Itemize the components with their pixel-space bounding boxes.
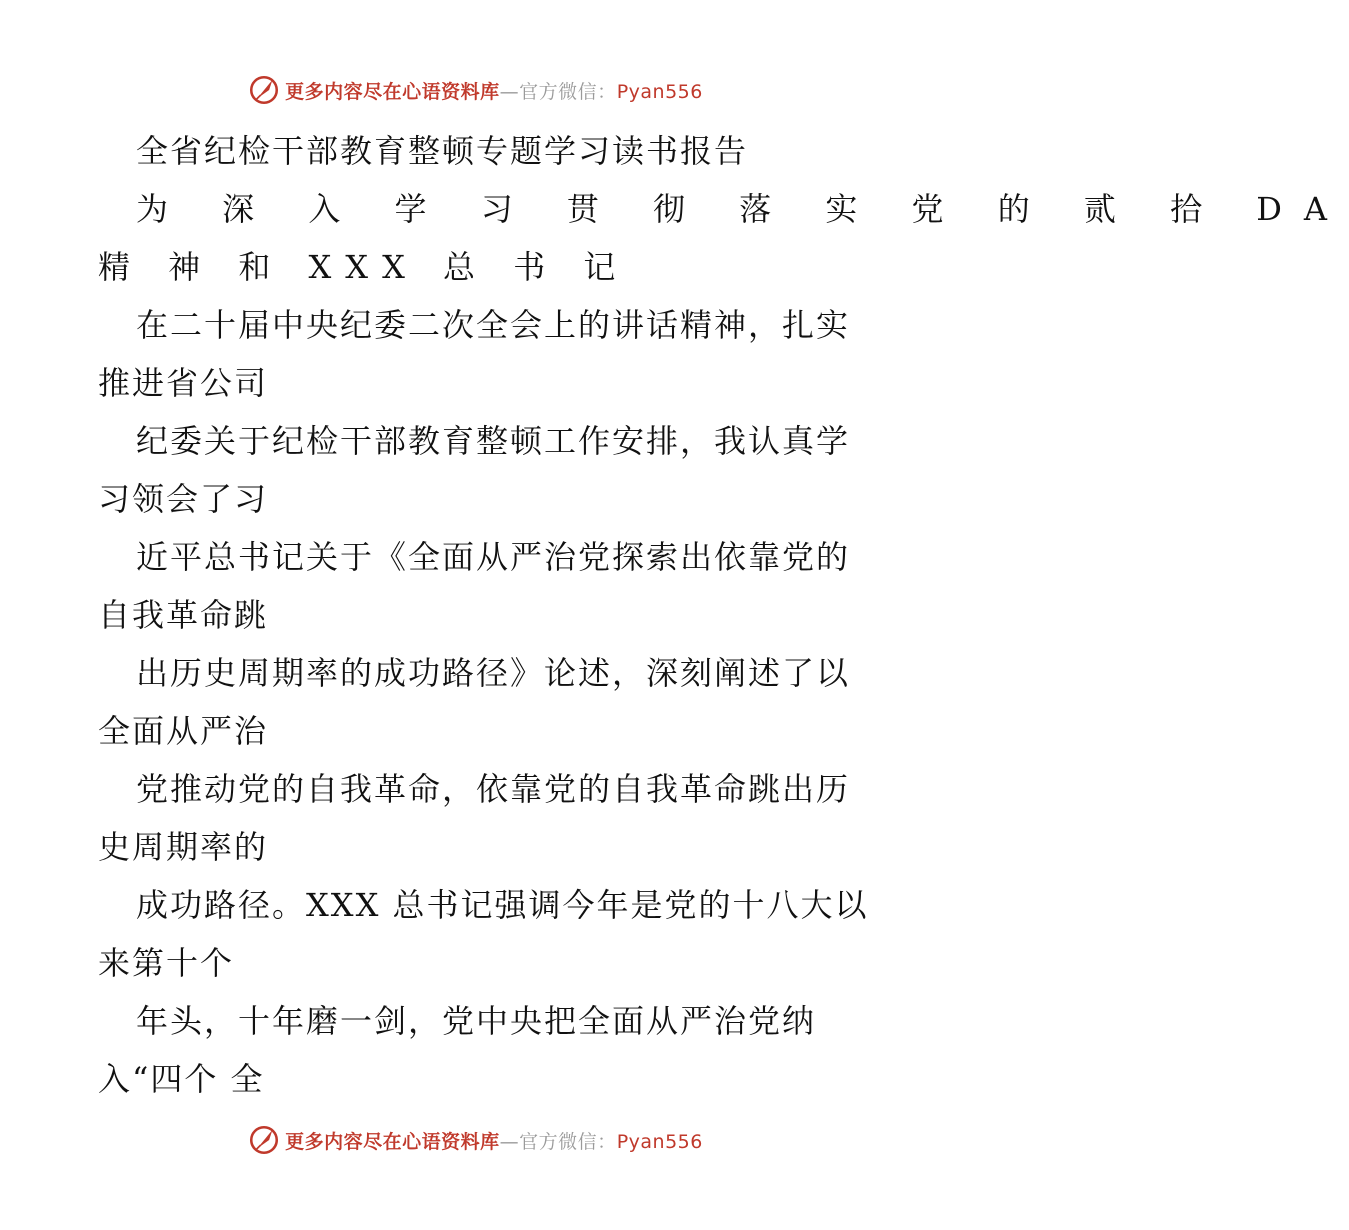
text-line: 党推动党的自我革命，依靠党的自我革命跳出历 — [136, 770, 851, 808]
text-line: 年头，十年磨一剑，党中央把全面从严治党纳 — [136, 1002, 817, 1040]
banner-main-text: 更多内容尽在心语资料库 — [285, 80, 500, 103]
document-title: 全省纪检干部教育整顿专题学习读书报告 — [136, 132, 749, 170]
quill-logo-icon — [247, 1123, 281, 1157]
banner-separator: — — [499, 80, 520, 103]
text-line: 来第十个 — [98, 944, 235, 982]
text-line: 自我革命跳 — [98, 596, 269, 634]
banner-main-text: 更多内容尽在心语资料库 — [285, 1130, 500, 1153]
banner-wechat-id: Pyan556 — [616, 80, 703, 103]
banner-wechat-label: 官方微信： — [519, 80, 617, 103]
text-line: 入“四个 全 — [98, 1060, 265, 1098]
banner-wechat-label: 官方微信： — [519, 1130, 617, 1153]
footer-banner — [0, 1120, 950, 1160]
text-line: 成功路径。XXX 总书记强调今年是党的十八大以 — [136, 886, 869, 924]
text-line: 史周期率的 — [98, 828, 269, 866]
text-line: 近平总书记关于《全面从严治党探索出依靠党的 — [136, 538, 851, 576]
document-body — [98, 122, 1349, 1108]
text-line: 为 深 入 学 习 贯 彻 落 实 党 的 贰 拾 DA — [136, 190, 1349, 228]
banner-text — [285, 1127, 703, 1154]
text-line: 推进省公司 — [98, 364, 269, 402]
header-banner — [0, 70, 950, 110]
text-line: 纪委关于纪检干部教育整顿工作安排，我认真学 — [136, 422, 851, 460]
banner-separator: — — [499, 1130, 520, 1153]
text-line: 在二十届中央纪委二次全会上的讲话精神，扎实 — [136, 306, 851, 344]
banner-wechat-id: Pyan556 — [616, 1130, 703, 1153]
text-line: 全面从严治 — [98, 712, 269, 750]
banner-text — [285, 77, 703, 104]
text-line: 习领会了习 — [98, 480, 269, 518]
text-line: 精 神 和 XXX 总 书 记 — [98, 248, 630, 286]
quill-logo-icon — [247, 73, 281, 107]
text-line: 出历史周期率的成功路径》论述，深刻阐述了以 — [136, 654, 851, 692]
